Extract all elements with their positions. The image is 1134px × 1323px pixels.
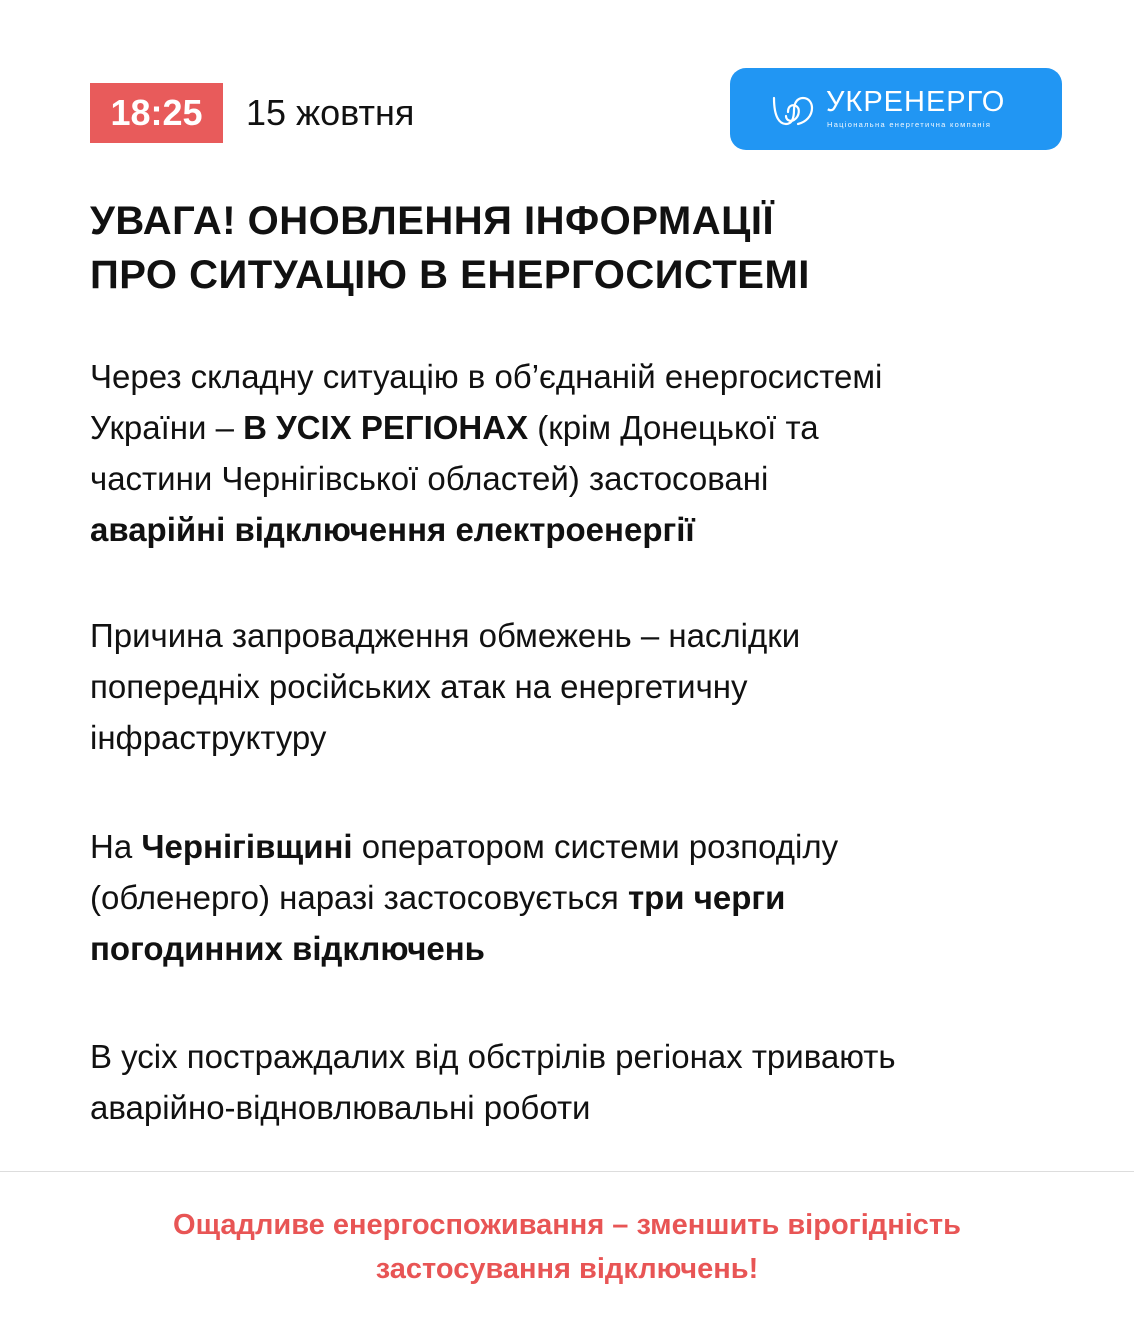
p1-outages-emphasis: аварійні відключення електроенергії bbox=[90, 511, 695, 548]
p1-line-1: Через складну ситуацію в об’єднаній енергосистемі bbox=[90, 358, 883, 395]
footer-divider bbox=[0, 1171, 1134, 1172]
p3-line-2-pre: (обленерго) наразі застосовується bbox=[90, 879, 628, 916]
p1-line-2-post: (крім Донецької та bbox=[528, 409, 819, 446]
p3-hourly-emphasis: погодинних відключень bbox=[90, 930, 485, 967]
paragraph-repairs bbox=[90, 1031, 1050, 1133]
headline-line-2: ПРО СИТУАЦІЮ В ЕНЕРГОСИСТЕМІ bbox=[90, 253, 810, 297]
date-label: 15 жовтня bbox=[246, 92, 415, 133]
footer-call-to-action bbox=[0, 1203, 1134, 1291]
paragraph-outages bbox=[90, 351, 1050, 555]
p3-queues-emphasis: три черги bbox=[627, 879, 786, 916]
p1-line-3: частини Чернігівської областей) застосовані bbox=[90, 460, 769, 497]
headline-line-1: УВАГА! ОНОВЛЕННЯ ІНФОРМАЦІЇ bbox=[90, 199, 775, 243]
p1-line-2-pre: України – bbox=[90, 409, 244, 446]
time-badge: 18:25 bbox=[90, 83, 223, 143]
p4-line-1: В усіх постраждалих від обстрілів регіонах тривають bbox=[90, 1038, 896, 1075]
p2-line-1: Причина запровадження обмежень – наслідки bbox=[90, 617, 801, 654]
ukrenergo-logo-icon bbox=[770, 90, 818, 130]
p3-line-1-pre: На bbox=[90, 828, 142, 865]
header bbox=[90, 68, 1062, 150]
p2-line-3: інфраструктуру bbox=[90, 719, 327, 756]
p3-line-1-post: оператором системи розподілу bbox=[352, 828, 839, 865]
logo-name: УКРЕНЕРГО bbox=[826, 86, 1006, 118]
headline bbox=[90, 194, 1050, 302]
p2-line-2: попередніх російських атак на енергетичну bbox=[90, 668, 748, 705]
footer-line-2: застосування відключень! bbox=[375, 1253, 759, 1285]
p3-region-emphasis: Чернігівщині bbox=[141, 828, 353, 865]
logo-subtitle: Національна енергетична компанія bbox=[827, 120, 992, 129]
paragraph-chernihiv bbox=[90, 821, 1050, 974]
p1-regions-emphasis: В УСІХ РЕГІОНАХ bbox=[243, 409, 529, 446]
ukrenergo-logo bbox=[730, 68, 1062, 150]
paragraph-reason bbox=[90, 610, 1050, 763]
p4-line-2: аварійно-відновлювальні роботи bbox=[90, 1089, 591, 1126]
footer-line-1: Ощадливе енергоспоживання – зменшить вірогідність bbox=[173, 1209, 961, 1241]
